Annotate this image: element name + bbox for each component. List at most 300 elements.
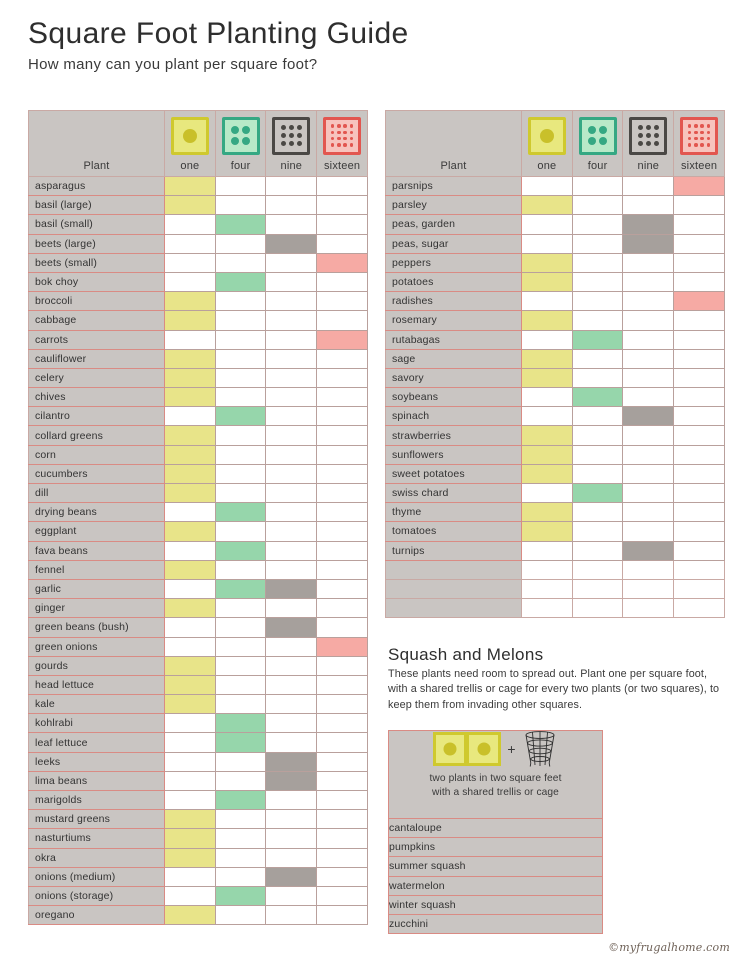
count-cell-one [522, 426, 573, 445]
nine-square-icon [272, 117, 310, 155]
plant-name-cell: leaf lettuce [29, 733, 165, 752]
table-row [386, 368, 725, 387]
count-cell-sixteen [317, 560, 368, 579]
count-cell-nine [266, 464, 317, 483]
count-cell-sixteen [674, 541, 725, 560]
plant-name-cell: spinach [386, 407, 522, 426]
count-cell-sixteen [317, 579, 368, 598]
plant-name-cell: gourds [29, 656, 165, 675]
count-cell-sixteen [317, 272, 368, 291]
table-row [29, 426, 368, 445]
count-cell-sixteen [317, 791, 368, 810]
plant-name-cell: soybeans [386, 388, 522, 407]
plant-name-cell: lima beans [29, 771, 165, 790]
table-row [29, 330, 368, 349]
plant-name-cell: cauliflower [29, 349, 165, 368]
count-cell-one [165, 253, 216, 272]
plant-name-cell: parsley [386, 196, 522, 215]
table-row [29, 829, 368, 848]
count-cell-sixteen [674, 349, 725, 368]
count-cell-nine [623, 464, 674, 483]
count-cell-one [522, 484, 573, 503]
table-row [386, 292, 725, 311]
squash-item-name: zucchini [389, 914, 603, 933]
count-cell-four [215, 330, 266, 349]
page-header [28, 18, 409, 73]
count-cell-one [165, 311, 216, 330]
header-icon-cell-nine [266, 111, 317, 157]
plant-name-cell: garlic [29, 579, 165, 598]
count-cell-sixteen [317, 733, 368, 752]
table-row [29, 886, 368, 905]
count-cell-nine [623, 311, 674, 330]
column-header-plant: Plant [29, 157, 165, 177]
squash-melons-table [388, 730, 603, 934]
count-cell-nine [266, 560, 317, 579]
count-cell-one [165, 503, 216, 522]
count-cell-four [215, 771, 266, 790]
count-cell-nine [623, 196, 674, 215]
count-cell-sixteen [317, 407, 368, 426]
table-row [29, 637, 368, 656]
count-cell-four [215, 618, 266, 637]
count-cell-one [522, 541, 573, 560]
count-cell-four [572, 177, 623, 196]
table-row [29, 234, 368, 253]
header-icon-cell-nine [623, 111, 674, 157]
count-cell-one [522, 445, 573, 464]
table-row [29, 579, 368, 598]
plant-name-cell: head lettuce [29, 675, 165, 694]
table-row [386, 215, 725, 234]
count-cell-nine [623, 330, 674, 349]
count-cell-four [215, 733, 266, 752]
plant-name-cell: cilantro [29, 407, 165, 426]
table-row [386, 426, 725, 445]
plant-name-cell: beets (small) [29, 253, 165, 272]
table-row [29, 272, 368, 291]
table-row [386, 522, 725, 541]
squash-section-title: Squash and Melons [388, 645, 544, 664]
count-cell-one [522, 292, 573, 311]
count-cell-one [165, 599, 216, 618]
table-header-icon-row [386, 111, 725, 157]
count-cell-four [572, 253, 623, 272]
count-cell-one [522, 368, 573, 387]
sixteen-square-icon [680, 117, 718, 155]
plant-name-cell: onions (medium) [29, 867, 165, 886]
count-cell-one [522, 234, 573, 253]
column-header-four: four [572, 157, 623, 177]
four-square-icon [579, 117, 617, 155]
count-cell-nine [266, 675, 317, 694]
table-row [386, 445, 725, 464]
table-row [386, 349, 725, 368]
count-cell-sixteen [317, 234, 368, 253]
count-cell-four [215, 791, 266, 810]
plant-name-cell: fava beans [29, 541, 165, 560]
header-icon-cell-sixteen [317, 111, 368, 157]
column-header-one: one [165, 157, 216, 177]
column-header-four: four [215, 157, 266, 177]
count-cell-nine [623, 503, 674, 522]
count-cell-nine [266, 484, 317, 503]
count-cell-nine [623, 215, 674, 234]
plant-name-cell: fennel [29, 560, 165, 579]
count-cell-nine [266, 196, 317, 215]
count-cell-one [165, 522, 216, 541]
count-cell-four [572, 234, 623, 253]
plant-name-cell: basil (small) [29, 215, 165, 234]
plant-name-cell: peas, sugar [386, 234, 522, 253]
count-cell-nine [266, 810, 317, 829]
plant-name-cell: mustard greens [29, 810, 165, 829]
count-cell-sixteen [317, 292, 368, 311]
plant-name-cell: peas, garden [386, 215, 522, 234]
count-cell-sixteen [317, 656, 368, 675]
count-cell-nine [266, 292, 317, 311]
count-cell-sixteen [674, 292, 725, 311]
count-cell-four [215, 560, 266, 579]
count-cell-four [215, 503, 266, 522]
count-cell-one [165, 272, 216, 291]
table-empty-row [386, 599, 725, 618]
count-cell-one [165, 695, 216, 714]
plant-table-left-body [29, 111, 368, 925]
count-cell-sixteen [317, 253, 368, 272]
table-row [29, 714, 368, 733]
count-cell-four [215, 349, 266, 368]
count-cell-four [215, 368, 266, 387]
count-cell-one [165, 560, 216, 579]
table-row [386, 253, 725, 272]
count-cell-nine [266, 445, 317, 464]
table-row [386, 177, 725, 196]
table-row [386, 407, 725, 426]
count-cell-four [215, 215, 266, 234]
table-row [29, 388, 368, 407]
count-cell-nine [266, 714, 317, 733]
count-cell-nine [266, 579, 317, 598]
plant-name-cell: savory [386, 368, 522, 387]
count-cell-one [165, 733, 216, 752]
plant-name-cell: marigolds [29, 791, 165, 810]
count-cell-four [572, 426, 623, 445]
count-cell-nine [266, 349, 317, 368]
header-icon-cell-sixteen [674, 111, 725, 157]
count-cell-four [572, 541, 623, 560]
plant-name-cell: radishes [386, 292, 522, 311]
plant-square-two-icon [467, 732, 501, 766]
count-cell-four [215, 675, 266, 694]
watermark: ©myfrugalhome.com [608, 941, 730, 954]
count-cell-sixteen [317, 675, 368, 694]
squash-diagram-cell [389, 731, 603, 819]
table-row [29, 848, 368, 867]
table-row [386, 196, 725, 215]
count-cell-sixteen [674, 445, 725, 464]
squash-item-row [389, 857, 603, 876]
count-cell-four [215, 234, 266, 253]
plant-name-cell: dill [29, 484, 165, 503]
count-cell-four [572, 388, 623, 407]
table-row [29, 791, 368, 810]
count-cell-sixteen [317, 752, 368, 771]
count-cell-sixteen [317, 886, 368, 905]
count-cell-sixteen [317, 330, 368, 349]
count-cell-four [215, 464, 266, 483]
count-cell-nine [266, 886, 317, 905]
count-cell-nine [623, 272, 674, 291]
count-cell-four [215, 810, 266, 829]
count-cell-one [165, 810, 216, 829]
count-cell-sixteen [674, 599, 725, 618]
plant-name-cell: sweet potatoes [386, 464, 522, 483]
count-cell-four [215, 656, 266, 675]
count-cell-sixteen [317, 426, 368, 445]
squash-item-row [389, 895, 603, 914]
count-cell-nine [266, 599, 317, 618]
count-cell-one [165, 886, 216, 905]
count-cell-four [572, 196, 623, 215]
column-header-sixteen: sixteen [674, 157, 725, 177]
plant-name-cell: potatoes [386, 272, 522, 291]
count-cell-nine [266, 426, 317, 445]
count-cell-one [165, 388, 216, 407]
count-cell-four [572, 215, 623, 234]
table-row [386, 541, 725, 560]
count-cell-one [165, 177, 216, 196]
count-cell-one [165, 330, 216, 349]
count-cell-nine [266, 272, 317, 291]
plant-table-right-body [386, 111, 725, 618]
count-cell-nine [266, 503, 317, 522]
count-cell-one [165, 829, 216, 848]
count-cell-four [215, 177, 266, 196]
count-cell-sixteen [317, 695, 368, 714]
count-cell-four [215, 388, 266, 407]
count-cell-four [572, 599, 623, 618]
table-row [29, 733, 368, 752]
count-cell-sixteen [674, 234, 725, 253]
count-cell-sixteen [674, 272, 725, 291]
count-cell-sixteen [674, 503, 725, 522]
table-row [386, 234, 725, 253]
count-cell-nine [266, 407, 317, 426]
count-cell-sixteen [317, 541, 368, 560]
plant-name-cell: strawberries [386, 426, 522, 445]
table-row [29, 752, 368, 771]
table-row [29, 464, 368, 483]
count-cell-sixteen [674, 579, 725, 598]
table-row [29, 695, 368, 714]
plant-name-cell: peppers [386, 253, 522, 272]
count-cell-nine [266, 733, 317, 752]
plant-name-cell: sage [386, 349, 522, 368]
count-cell-sixteen [317, 388, 368, 407]
count-cell-one [165, 484, 216, 503]
plant-name-cell: kohlrabi [29, 714, 165, 733]
table-row [29, 656, 368, 675]
squash-caption-line-1: two plants in two square feet [429, 773, 562, 784]
count-cell-one [522, 253, 573, 272]
count-cell-nine [266, 656, 317, 675]
count-cell-one [522, 311, 573, 330]
table-row [29, 503, 368, 522]
plant-name-cell: tomatoes [386, 522, 522, 541]
table-row [29, 253, 368, 272]
count-cell-four [572, 311, 623, 330]
count-cell-nine [266, 368, 317, 387]
count-cell-one [165, 752, 216, 771]
count-cell-nine [266, 215, 317, 234]
count-cell-four [215, 311, 266, 330]
squash-item-name: winter squash [389, 895, 603, 914]
count-cell-four [572, 560, 623, 579]
table-row [29, 196, 368, 215]
count-cell-four [215, 867, 266, 886]
header-icon-cell-one [522, 111, 573, 157]
count-cell-one [165, 215, 216, 234]
squash-caption-line-2: with a shared trellis or cage [432, 786, 559, 798]
table-row [386, 484, 725, 503]
table-row [29, 177, 368, 196]
count-cell-one [165, 771, 216, 790]
count-cell-nine [266, 311, 317, 330]
column-header-nine: nine [266, 157, 317, 177]
squash-item-row [389, 819, 603, 838]
count-cell-nine [623, 177, 674, 196]
count-cell-sixteen [674, 407, 725, 426]
count-cell-sixteen [674, 311, 725, 330]
table-row [386, 311, 725, 330]
count-cell-nine [623, 426, 674, 445]
count-cell-sixteen [674, 464, 725, 483]
one-square-icon [528, 117, 566, 155]
plant-name-cell: onions (storage) [29, 886, 165, 905]
count-cell-four [215, 714, 266, 733]
plus-symbol: + [507, 741, 516, 757]
header-icon-cell-four [572, 111, 623, 157]
count-cell-sixteen [317, 522, 368, 541]
count-cell-nine [266, 330, 317, 349]
count-cell-sixteen [674, 388, 725, 407]
count-cell-nine [266, 618, 317, 637]
squash-item-name: watermelon [389, 876, 603, 895]
count-cell-sixteen [317, 810, 368, 829]
column-header-nine: nine [623, 157, 674, 177]
count-cell-one [165, 714, 216, 733]
squash-diagram-row [389, 731, 603, 819]
table-row [386, 464, 725, 483]
header-icon-cell-one [165, 111, 216, 157]
squash-item-name: pumpkins [389, 838, 603, 857]
count-cell-sixteen [674, 215, 725, 234]
table-row [386, 330, 725, 349]
plant-name-cell: carrots [29, 330, 165, 349]
count-cell-nine [266, 177, 317, 196]
page-subtitle: How many can you plant per square foot? [28, 55, 318, 73]
count-cell-sixteen [674, 368, 725, 387]
count-cell-nine [266, 541, 317, 560]
count-cell-sixteen [317, 637, 368, 656]
count-cell-nine [623, 599, 674, 618]
table-header-icon-row [29, 111, 368, 157]
count-cell-nine [623, 349, 674, 368]
count-cell-sixteen [317, 848, 368, 867]
squash-item-name: cantaloupe [389, 819, 603, 838]
count-cell-sixteen [317, 368, 368, 387]
table-row [386, 388, 725, 407]
count-cell-one [165, 464, 216, 483]
column-header-plant: Plant [386, 157, 522, 177]
count-cell-sixteen [317, 599, 368, 618]
count-cell-nine [266, 234, 317, 253]
count-cell-one [165, 791, 216, 810]
table-row [29, 445, 368, 464]
count-cell-sixteen [317, 906, 368, 925]
count-cell-one [522, 522, 573, 541]
plant-name-cell: bok choy [29, 272, 165, 291]
count-cell-four [215, 292, 266, 311]
table-row [29, 560, 368, 579]
count-cell-sixteen [317, 445, 368, 464]
count-cell-one [165, 541, 216, 560]
tomato-cage-icon [522, 730, 558, 768]
count-cell-four [215, 579, 266, 598]
table-row [29, 771, 368, 790]
plant-name-cell [386, 579, 522, 598]
count-cell-one [165, 579, 216, 598]
squash-and-melons-section [388, 645, 725, 713]
count-cell-nine [623, 579, 674, 598]
count-cell-four [572, 407, 623, 426]
count-cell-sixteen [317, 503, 368, 522]
plant-name-cell: broccoli [29, 292, 165, 311]
count-cell-nine [623, 445, 674, 464]
plant-name-cell: rosemary [386, 311, 522, 330]
plant-name-cell: green onions [29, 637, 165, 656]
plant-name-cell: parsnips [386, 177, 522, 196]
table-row [29, 484, 368, 503]
header-blank-cell [29, 111, 165, 157]
plant-name-cell: celery [29, 368, 165, 387]
plant-name-cell: basil (large) [29, 196, 165, 215]
table-empty-row [386, 579, 725, 598]
table-row [29, 618, 368, 637]
count-cell-four [572, 484, 623, 503]
count-cell-sixteen [317, 177, 368, 196]
count-cell-one [522, 388, 573, 407]
count-cell-four [572, 445, 623, 464]
squash-illustration [389, 731, 602, 767]
count-cell-four [215, 695, 266, 714]
count-cell-nine [623, 407, 674, 426]
header-blank-cell [386, 111, 522, 157]
count-cell-four [215, 906, 266, 925]
count-cell-nine [623, 560, 674, 579]
count-cell-nine [623, 388, 674, 407]
count-cell-one [522, 330, 573, 349]
header-icon-cell-four [215, 111, 266, 157]
count-cell-sixteen [317, 829, 368, 848]
count-cell-four [215, 196, 266, 215]
count-cell-sixteen [317, 215, 368, 234]
table-row [29, 810, 368, 829]
count-cell-sixteen [674, 330, 725, 349]
table-row [386, 272, 725, 291]
plant-name-cell: cabbage [29, 311, 165, 330]
